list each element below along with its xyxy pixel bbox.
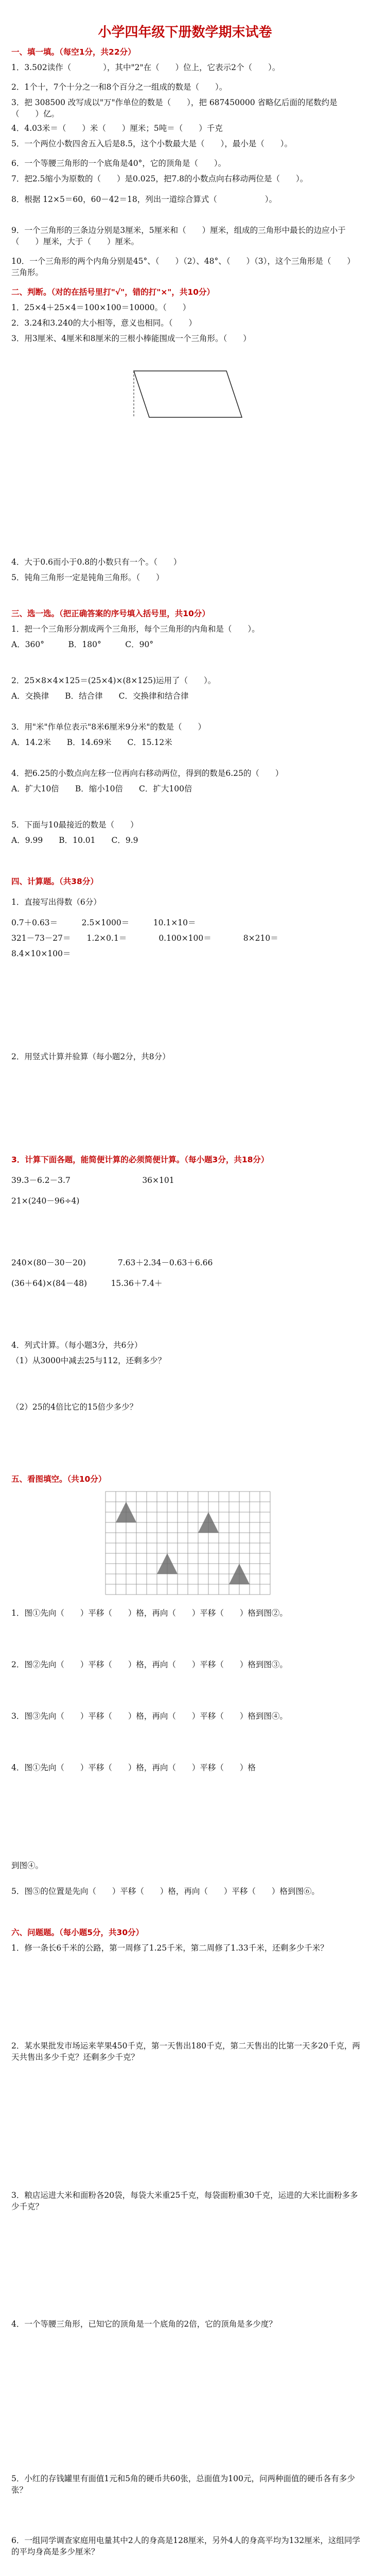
section-heading: 六、问题题。（每小题5分，共30分） bbox=[11, 1928, 144, 1937]
question-line: 6．一个等腰三角形的一个底角是40°，它的顶角是（ ）。 bbox=[11, 159, 226, 168]
question-line: A．360° B．180° C．90° bbox=[11, 640, 154, 649]
question-line: 5．钝角三角形一定是钝角三角形。（ ） bbox=[11, 573, 164, 582]
question-line: 9．一个三角形的三条边分别是3厘米，5厘米和（ ）厘米，组成的三角形中最长的边应小于（ ）厘米，大于（ ）厘米。 bbox=[11, 226, 346, 246]
question-line: （2）25的4倍比它的15倍少多少？ bbox=[11, 1402, 138, 1412]
question-line: 8.4×10×100＝ bbox=[11, 949, 71, 958]
question-line: 3．把 308500 改写成以"万"作单位的数是（ ），把 687450000 省略亿后面的尾数约是（ ）亿。 bbox=[11, 98, 338, 118]
question-line: 10．一个三角形的两个内角分别是45°、（ ）（2）、48°、（ ）（3），这个三角形是（ ）三角形。 bbox=[11, 257, 355, 277]
question-line: 3．粮店运进大米和面粉各20袋，每袋大米重25千克，每袋面粉重30千克，运进的大米比面粉多多少千克？ bbox=[11, 2191, 358, 2211]
question-line: 1．图①先向（ ）平移（ ）格，再向（ ）平移（ ）格到图②。 bbox=[11, 1608, 288, 1618]
question-line: 0.7＋0.63＝ 2.5×1000＝ 10.1×10＝ bbox=[11, 918, 196, 927]
section-heading: 四、计算题。（共38分） bbox=[11, 877, 98, 886]
question-line: 6．一组同学调查家庭用电量其中2人的身高是128厘米，另外4人的身高平均为132厘米，这组同学的平均身高是多少厘米？ bbox=[11, 2536, 360, 2556]
question-line: 4．列式计算。（每小题3分，共6分） bbox=[11, 1341, 143, 1350]
question-line: 7．把2.5缩小为原数的（ ）是0.025，把7.8的小数点向右移动两位是（ ）。 bbox=[11, 174, 308, 183]
question-line: 到图④。 bbox=[11, 1861, 44, 1870]
question-line: 2．某水果批发市场运来苹果450千克，第一天售出180千克，第二天售出的比第一天多20千克，两天共售出多少千克？还剩多少千克？ bbox=[11, 2041, 360, 2062]
question-line: 1．把一个三角形分割成两个三角形，每个三角形的内角和是（ ）。 bbox=[11, 624, 260, 634]
question-line: 4．大于0.6而小于0.8的小数只有一个。（ ） bbox=[11, 557, 182, 567]
question-line: 2．3.24和3.240的大小相等，意义也相同。（ ） bbox=[11, 318, 197, 328]
question-line: A．14.2米 B．14.69米 C．15.12米 bbox=[11, 738, 172, 747]
question-line: 240×(80－30－20) 7.63＋2.34－0.63＋6.66 bbox=[11, 1258, 213, 1267]
question-line: 4．4.03米＝（ ）米（ ）厘米；5吨＝（ ）千克 bbox=[11, 124, 223, 133]
section-heading: 二、判断。（对的在括号里打"√"，错的打"×"，共10分） bbox=[11, 287, 215, 297]
question-line: 5．一个两位小数四舍五入后是8.5，这个小数最大是（ ），最小是（ ）。 bbox=[11, 139, 293, 148]
question-line: 39.3－6.2－3.7 36×101 bbox=[11, 1176, 174, 1185]
question-line: 2．25×8×4×125＝(25×4)×(8×125)运用了（ ）。 bbox=[11, 676, 216, 685]
parallelogram-figure bbox=[129, 361, 252, 428]
question-line: A．9.99 B．10.01 C．9.9 bbox=[11, 836, 138, 845]
question-line: 21×(240－96÷4) bbox=[11, 1196, 80, 1206]
question-line: 4．把6.25的小数点向左移一位再向右移动两位，得到的数是6.25的（ ） bbox=[11, 769, 284, 778]
exam-title: 小学四年级下册数学期末试卷 bbox=[98, 25, 272, 40]
question-line: 1．3.502读作（ ），其中"2"在（ ）位上，它表示2个（ ）。 bbox=[11, 63, 280, 72]
question-line: 1．直接写出得数（6分） bbox=[11, 897, 101, 907]
question-line: （1）从3000中减去25与112，还剩多少？ bbox=[11, 1356, 166, 1365]
question-line: A．交换律 B．结合律 C．交换律和结合律 bbox=[11, 691, 189, 701]
question-line: 2．用竖式计算并验算（每小题2分，共8分） bbox=[11, 1052, 170, 1061]
grid-figure bbox=[103, 1489, 273, 1597]
section-heading: 三、选一选。（把正确答案的序号填入括号里，共10分） bbox=[11, 609, 210, 618]
question-line: 2．1个十，7个十分之一和8个百分之一组成的数是（ ）。 bbox=[11, 82, 227, 92]
section-heading: 五、看图填空。（共10分） bbox=[11, 1475, 107, 1484]
section-heading: 一、填一填。（每空1分，共22分） bbox=[11, 47, 136, 57]
question-line: 5．下面与10最接近的数是（ ） bbox=[11, 820, 138, 829]
question-line: A．扩大10倍 B．缩小10倍 C．扩大100倍 bbox=[11, 784, 192, 793]
question-line: 4．一个等腰三角形，已知它的顶角是一个底角的2倍，它的顶角是多少度？ bbox=[11, 2319, 277, 2329]
question-line: 5．小红的存钱罐里有面值1元和5角的硬币共60张，总面值为100元，问两种面值的硬币各有多少张？ bbox=[11, 2474, 355, 2495]
question-line: 3．用3厘米、4厘米和8厘米的三根小棒能围成一个三角形。（ ） bbox=[11, 334, 251, 343]
question-line: (36＋64)×(84－48) 15.36＋7.4＋ bbox=[11, 1279, 163, 1288]
question-line: 1．修一条长6千米的公路，第一周修了1.25千米，第二周修了1.33千米，还剩多少千米？ bbox=[11, 1943, 328, 1953]
question-line: 2．图②先向（ ）平移（ ）格，再向（ ）平移（ ）格到图③。 bbox=[11, 1660, 288, 1669]
question-line: 321－73－27＝ 1.2×0.1＝ 0.100×100＝ 8×210＝ bbox=[11, 934, 278, 943]
question-line: 3．用"米"作单位表示"8米6厘米9分米"的数是（ ） bbox=[11, 722, 206, 732]
question-line: 3．图③先向（ ）平移（ ）格，再向（ ）平移（ ）格到图④。 bbox=[11, 1711, 288, 1721]
question-line: 8．根据 12×5＝60，60－42＝18，列出一道综合算式（ ）。 bbox=[11, 195, 277, 204]
question-line: 4．图①先向（ ）平移（ ）格，再向（ ）平移（ ）格 bbox=[11, 1763, 256, 1772]
question-line: 1．25×4＋25×4＝100×100＝10000。（ ） bbox=[11, 303, 191, 312]
section-heading: 3．计算下面各题，能简便计算的必须简便计算。（每小题3分，共18分） bbox=[11, 1155, 269, 1164]
question-line: 5．图⑤的位置是先向（ ）平移（ ）格，再向（ ）平移（ ）格到图⑥。 bbox=[11, 1887, 320, 1896]
